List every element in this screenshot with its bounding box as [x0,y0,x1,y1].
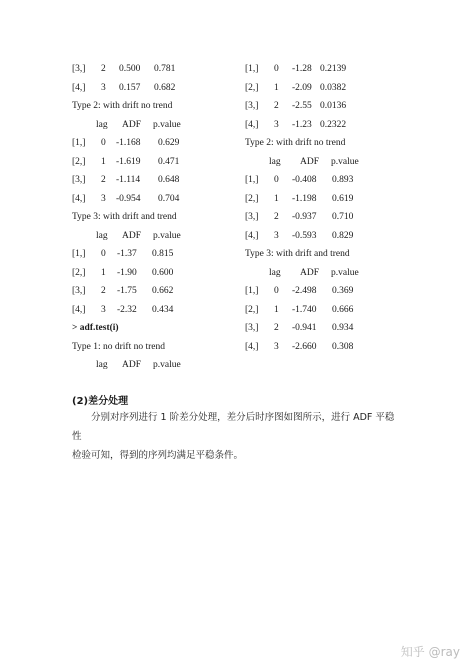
zhihu-watermark: 知乎 @ray [400,645,460,659]
section-paragraph [72,408,402,465]
document-page: [3,] 2 0.500 0.781 [4,] 3 0.157 0.682 Type 2: with drift no trend lag ADF p.value [1,] 0 -1.168 0.629 [2,] 1 -1.619 0.471 [3,] 2 -1.114 0.648 [4,] 3 -0.954 0.704 Type 3: with drift and trend lag ADF p.value [1,] 0 -1.37 0.815 [2,] 1 -1.90 0.600 [3,] 2 -1.75 0.662 [4,] 3 -2.32 0.434 > adf.test(i) Type 1: no drift no trend lag ADF p.value [1,] 0 -1.28 0.2139 [2,] 1 -2.09 0.0382 [3,] 2 -2.55 0.0136 [4,] 3 -1.23 0.2322 Type 2: with drift no trend lag ADF p.value [1,] 0 -0.408 0.893 [2,] 1 -1.198 0.619 [3,] 2 -0.937 0.710 [4,] 3 -0.593 0.829 Type 3: with drift and trend lag ADF p.value [1,] 0 -2.498 0.369 [2,] 1 -1.740 0.666 [3,] 2 -0.941 0.934 [4,] 3 -2.660 0.308 (2)差分处理 分别对序列进行 1 阶差分处理，差分后时序图如图所示，进行 ADF 平稳性 检验可知，得到的序列均满足平稳条件。 知乎 @ray [72,64,460,659]
paragraph-line: 检验可知，得到的序列均满足平稳条件。 [72,450,244,461]
section-heading: (2)差分处理 [72,396,129,407]
paragraph-line: 分别对序列进行 1 阶差分处理，差分后时序图如图所示，进行 ADF 平稳性 [72,412,395,442]
